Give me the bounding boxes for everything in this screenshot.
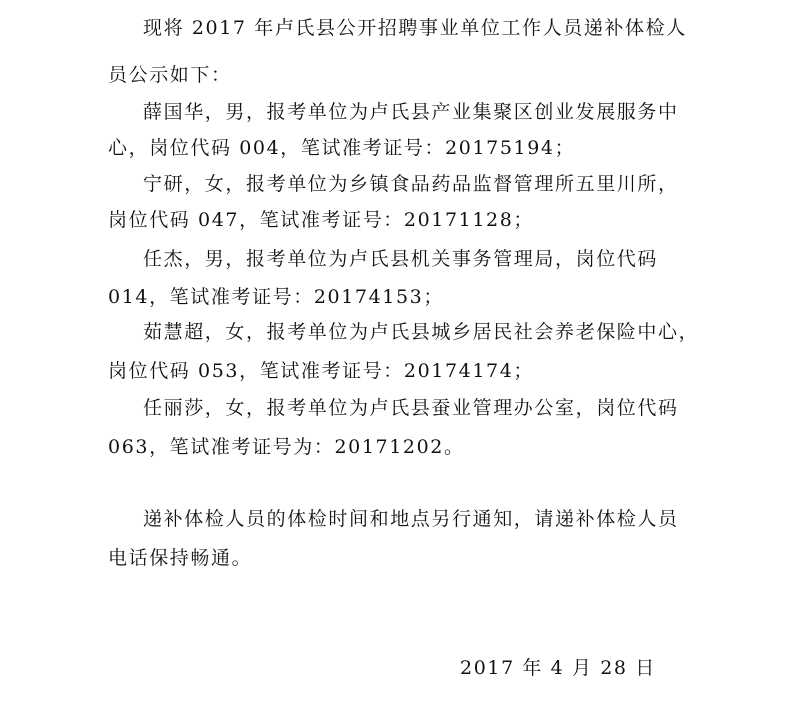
entry-4-line-1: 茹慧超，女，报考单位为卢氏县城乡居民社会养老保险中心， [143, 321, 700, 343]
entry-2-line-2: 岗位代码 047，笔试准考证号：20171128； [108, 209, 535, 231]
entry-5-line-1: 任丽莎，女，报考单位为卢氏县蚕业管理办公室，岗位代码 [143, 397, 679, 419]
document-date: 2017 年 4 月 28 日 [460, 657, 656, 679]
entry-2-line-1: 宁研，女，报考单位为乡镇食品药品监督管理所五里川所， [143, 173, 679, 195]
entry-3-line-1: 任杰，男，报考单位为卢氏县机关事务管理局，岗位代码 [143, 248, 659, 270]
intro-line-2: 员公示如下： [108, 64, 232, 86]
entry-5-line-2: 063，笔试准考证号为：20171202。 [108, 436, 465, 458]
notice-line-2: 电话保持畅通。 [108, 547, 253, 569]
intro-line-1: 现将 2017 年卢氏县公开招聘事业单位工作人员递补体检人 [143, 17, 687, 39]
notice-line-1: 递补体检人员的体检时间和地点另行通知，请递补体检人员 [143, 508, 679, 530]
entry-4-line-2: 岗位代码 053，笔试准考证号：20174174； [108, 360, 535, 382]
entry-1-line-2: 心，岗位代码 004，笔试准考证号：20175194； [108, 137, 576, 159]
entry-3-line-2: 014，笔试准考证号：20174153； [108, 286, 444, 308]
entry-1-line-1: 薛国华，男，报考单位为卢氏县产业集聚区创业发展服务中 [143, 101, 679, 123]
